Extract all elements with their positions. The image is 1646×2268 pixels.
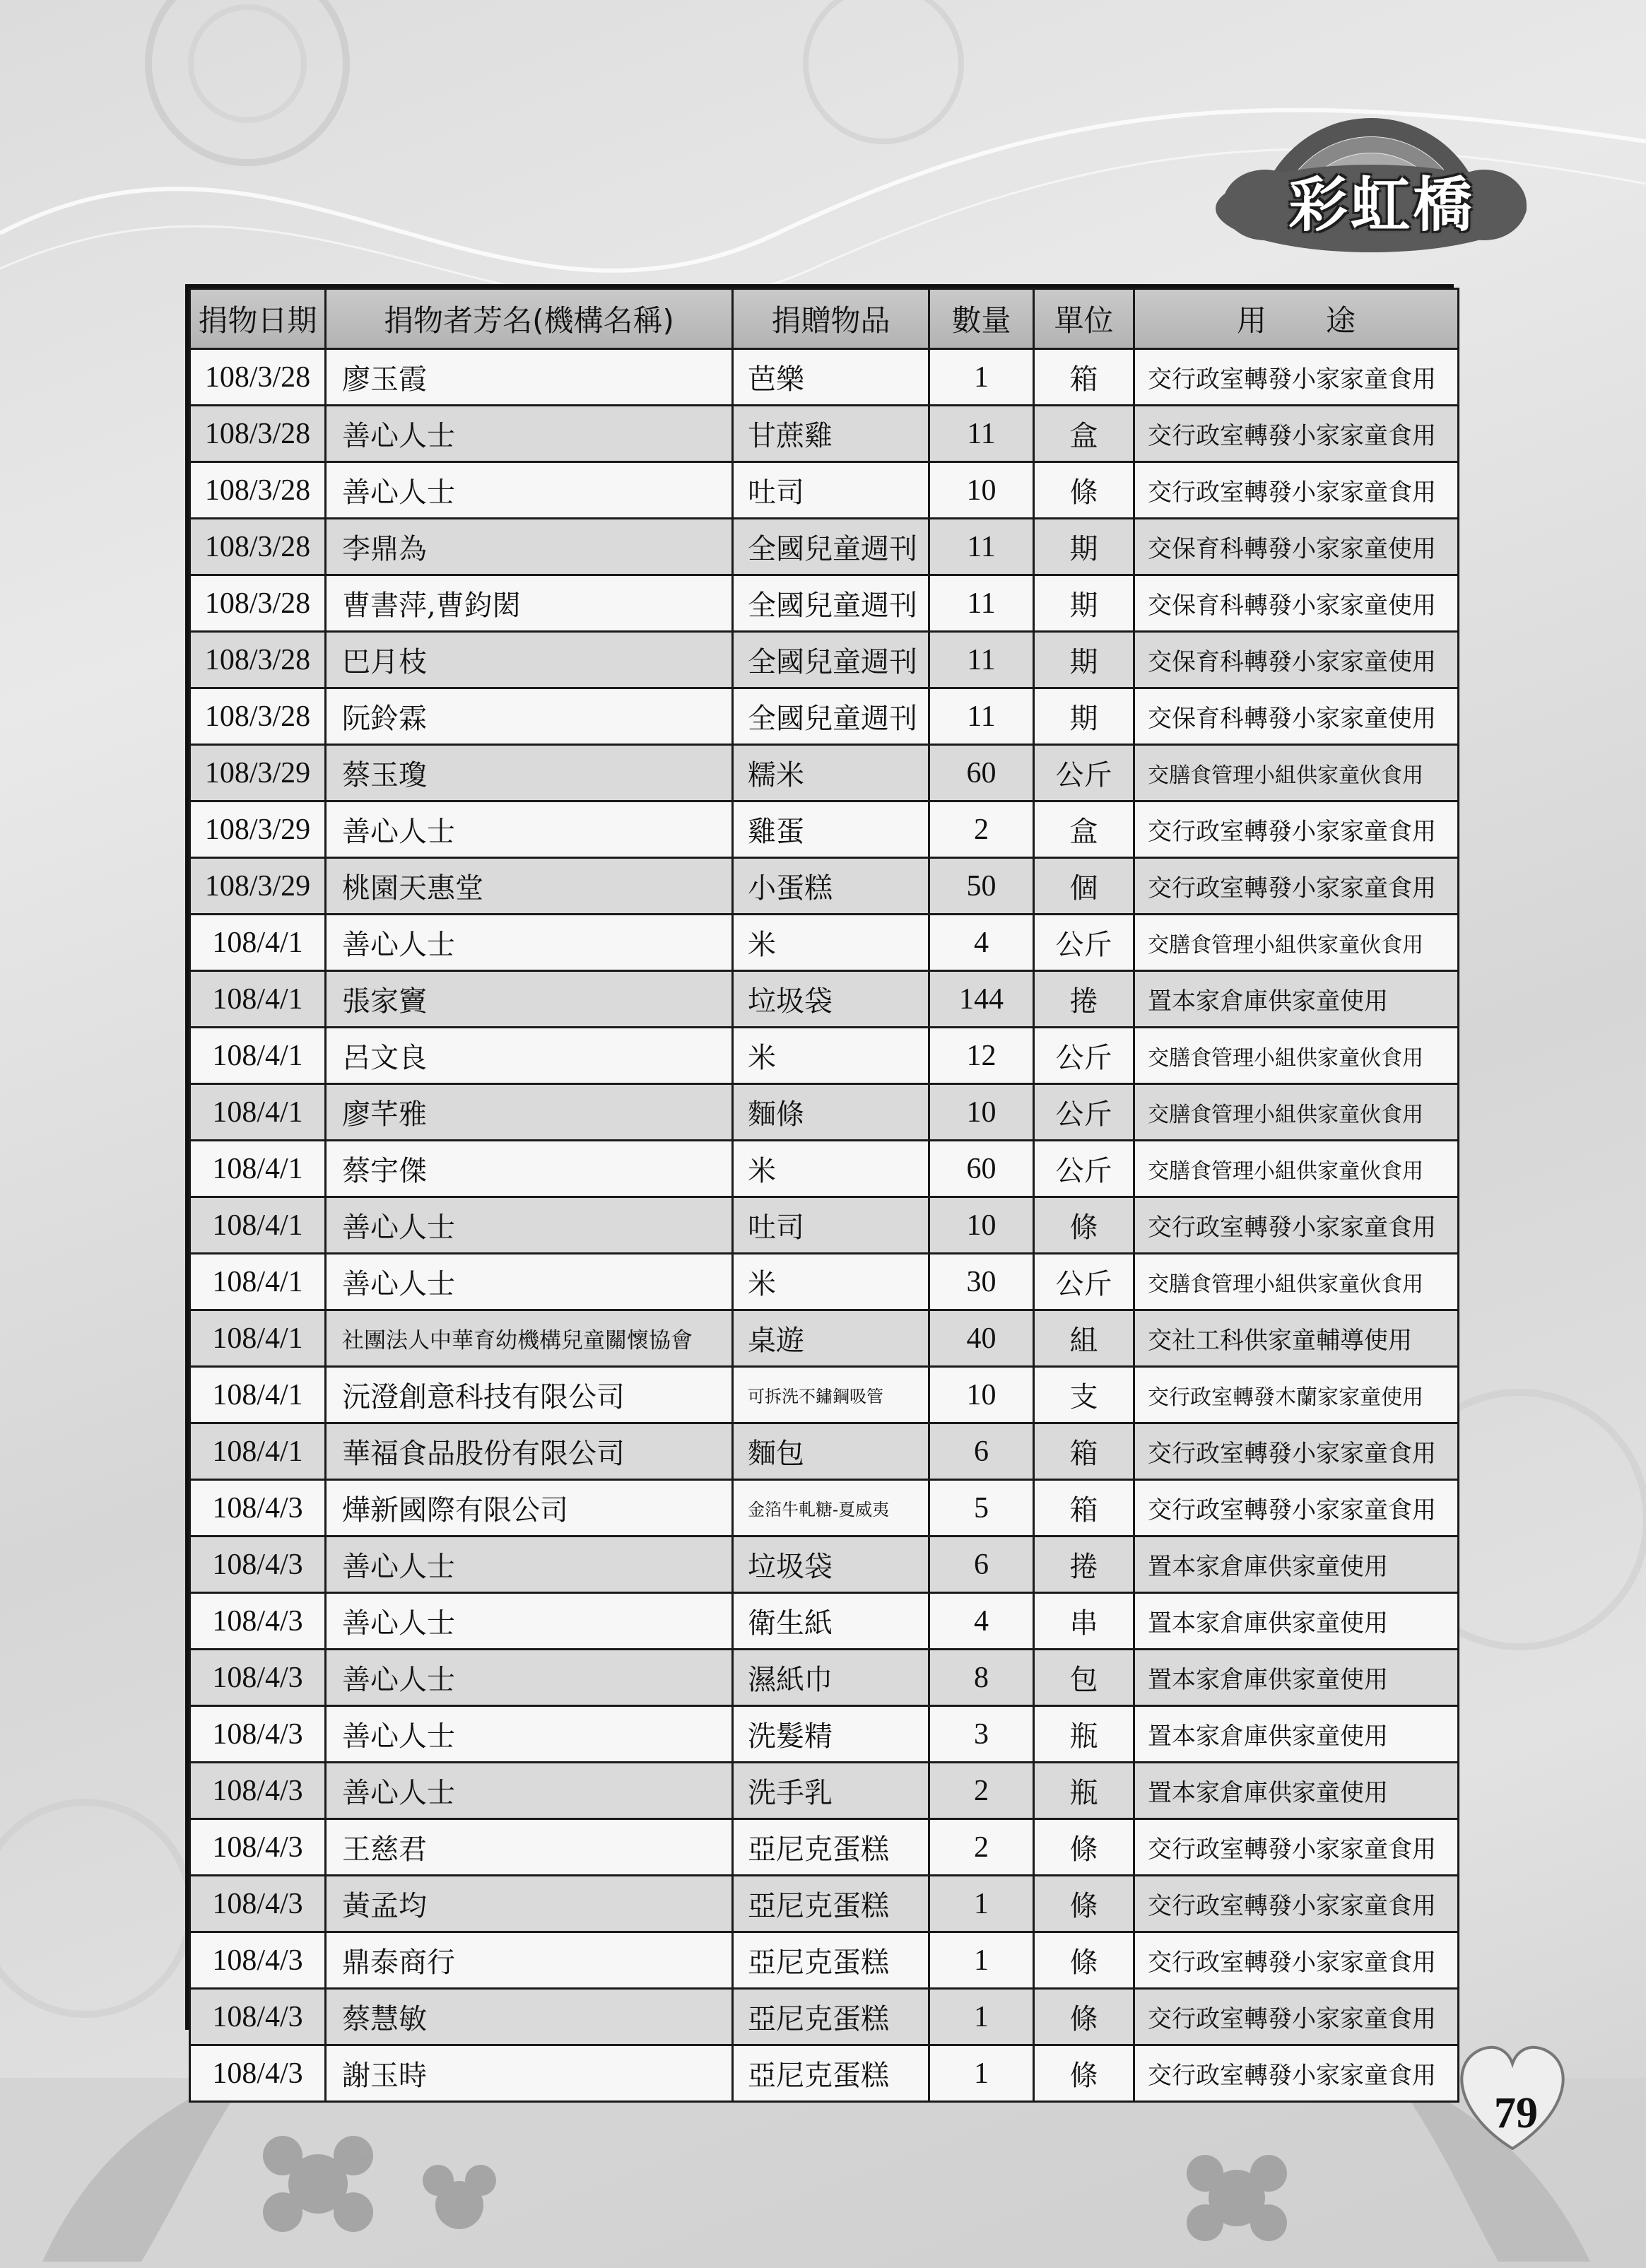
table-row (190, 1367, 1459, 1423)
date-cell: 108/3/28 (190, 406, 326, 462)
item-cell: 麵包 (733, 1423, 929, 1480)
date-cell: 108/3/28 (190, 575, 326, 632)
item-cell: 桌遊 (733, 1310, 929, 1367)
table-row (190, 1989, 1459, 2045)
item-cell: 全國兒童週刊 (733, 575, 929, 632)
donor-cell: 蔡慧敏 (326, 1989, 733, 2045)
item-cell: 亞尼克蛋糕 (733, 2045, 929, 2102)
purpose-cell: 交行政室轉發小家家童食用 (1134, 2045, 1459, 2102)
quantity-cell: 5 (929, 1480, 1034, 1537)
quantity-cell: 3 (929, 1706, 1034, 1763)
date-cell: 108/4/3 (190, 1537, 326, 1593)
donation-table (185, 284, 1454, 2092)
quantity-cell: 1 (929, 349, 1034, 406)
purpose-cell: 交行政室轉發小家家童食用 (1134, 1876, 1459, 1932)
date-cell: 108/4/3 (190, 1876, 326, 1932)
date-cell: 108/4/1 (190, 971, 326, 1028)
item-cell: 衛生紙 (733, 1593, 929, 1650)
quantity-cell: 2 (929, 801, 1034, 858)
date-cell: 108/3/28 (190, 519, 326, 575)
donor-cell: 鼎泰商行 (326, 1932, 733, 1989)
column-header: 捐贈物品 (733, 289, 929, 349)
table-row (190, 1876, 1459, 1932)
quantity-cell: 10 (929, 462, 1034, 519)
unit-cell: 條 (1034, 1819, 1134, 1876)
unit-cell: 捲 (1034, 971, 1134, 1028)
purpose-cell: 置本家倉庫供家童使用 (1134, 1650, 1459, 1706)
purpose-cell: 交保育科轉發小家家童使用 (1134, 575, 1459, 632)
purpose-cell: 交行政室轉發小家家童食用 (1134, 1989, 1459, 2045)
purpose-cell: 置本家倉庫供家童使用 (1134, 971, 1459, 1028)
item-cell: 亞尼克蛋糕 (733, 1876, 929, 1932)
unit-cell: 條 (1034, 1932, 1134, 1989)
date-cell: 108/4/3 (190, 1989, 326, 2045)
purpose-cell: 交膳食管理小組供家童伙食用 (1134, 1084, 1459, 1141)
quantity-cell: 1 (929, 1989, 1034, 2045)
table-row (190, 575, 1459, 632)
date-cell: 108/4/1 (190, 1197, 326, 1254)
donor-cell: 蔡玉瓊 (326, 745, 733, 801)
date-cell: 108/4/3 (190, 1650, 326, 1706)
purpose-cell: 交行政室轉發小家家童食用 (1134, 349, 1459, 406)
date-cell: 108/4/1 (190, 1367, 326, 1423)
quantity-cell: 1 (929, 1876, 1034, 1932)
table-row (190, 915, 1459, 971)
date-cell: 108/4/3 (190, 1593, 326, 1650)
unit-cell: 公斤 (1034, 1254, 1134, 1310)
date-cell: 108/3/29 (190, 801, 326, 858)
table-row (190, 2045, 1459, 2102)
quantity-cell: 10 (929, 1084, 1034, 1141)
table-row (190, 632, 1459, 688)
date-cell: 108/4/1 (190, 915, 326, 971)
date-cell: 108/3/28 (190, 349, 326, 406)
table-row (190, 1141, 1459, 1197)
donor-cell: 謝玉時 (326, 2045, 733, 2102)
table-row (190, 1254, 1459, 1310)
item-cell: 甘蔗雞 (733, 406, 929, 462)
donor-cell: 李鼎為 (326, 519, 733, 575)
table-row (190, 1706, 1459, 1763)
item-cell: 濕紙巾 (733, 1650, 929, 1706)
quantity-cell: 11 (929, 406, 1034, 462)
donor-cell: 善心人士 (326, 1763, 733, 1819)
item-cell: 可拆洗不鏽鋼吸管 (733, 1367, 929, 1423)
unit-cell: 條 (1034, 1197, 1134, 1254)
table-row (190, 462, 1459, 519)
item-cell: 洗髮精 (733, 1706, 929, 1763)
item-cell: 垃圾袋 (733, 1537, 929, 1593)
purpose-cell: 交行政室轉發小家家童食用 (1134, 1197, 1459, 1254)
table-row (190, 1593, 1459, 1650)
unit-cell: 期 (1034, 688, 1134, 745)
item-cell: 亞尼克蛋糕 (733, 1989, 929, 2045)
item-cell: 芭樂 (733, 349, 929, 406)
quantity-cell: 30 (929, 1254, 1034, 1310)
unit-cell: 公斤 (1034, 915, 1134, 971)
purpose-cell: 交保育科轉發小家家童使用 (1134, 632, 1459, 688)
table-row (190, 1819, 1459, 1876)
unit-cell: 公斤 (1034, 745, 1134, 801)
unit-cell: 條 (1034, 1989, 1134, 2045)
purpose-cell: 交保育科轉發小家家童使用 (1134, 688, 1459, 745)
date-cell: 108/4/3 (190, 1819, 326, 1876)
item-cell: 吐司 (733, 1197, 929, 1254)
purpose-cell: 交行政室轉發小家家童食用 (1134, 1423, 1459, 1480)
table-row (190, 406, 1459, 462)
donor-cell: 善心人士 (326, 1197, 733, 1254)
unit-cell: 盒 (1034, 801, 1134, 858)
table-body (190, 349, 1459, 2102)
unit-cell: 箱 (1034, 1480, 1134, 1537)
item-cell: 全國兒童週刊 (733, 632, 929, 688)
unit-cell: 串 (1034, 1593, 1134, 1650)
quantity-cell: 6 (929, 1423, 1034, 1480)
purpose-cell: 交行政室轉發小家家童食用 (1134, 801, 1459, 858)
donor-cell: 黃孟均 (326, 1876, 733, 1932)
unit-cell: 期 (1034, 519, 1134, 575)
item-cell: 垃圾袋 (733, 971, 929, 1028)
quantity-cell: 8 (929, 1650, 1034, 1706)
table-row (190, 1028, 1459, 1084)
table-row (190, 801, 1459, 858)
unit-cell: 瓶 (1034, 1763, 1134, 1819)
purpose-cell: 置本家倉庫供家童使用 (1134, 1763, 1459, 1819)
unit-cell: 箱 (1034, 349, 1134, 406)
quantity-cell: 4 (929, 1593, 1034, 1650)
table-row (190, 1650, 1459, 1706)
item-cell: 亞尼克蛋糕 (733, 1819, 929, 1876)
table-row (190, 688, 1459, 745)
donor-cell: 燁新國際有限公司 (326, 1480, 733, 1537)
quantity-cell: 6 (929, 1537, 1034, 1593)
purpose-cell: 交膳食管理小組供家童伙食用 (1134, 745, 1459, 801)
purpose-cell: 置本家倉庫供家童使用 (1134, 1593, 1459, 1650)
unit-cell: 期 (1034, 575, 1134, 632)
unit-cell: 包 (1034, 1650, 1134, 1706)
date-cell: 108/3/28 (190, 688, 326, 745)
purpose-cell: 交行政室轉發小家家童食用 (1134, 406, 1459, 462)
purpose-cell: 交行政室轉發小家家童食用 (1134, 858, 1459, 915)
quantity-cell: 40 (929, 1310, 1034, 1367)
purpose-cell: 交行政室轉發小家家童食用 (1134, 462, 1459, 519)
donor-cell: 王慈君 (326, 1819, 733, 1876)
date-cell: 108/4/3 (190, 1763, 326, 1819)
unit-cell: 條 (1034, 2045, 1134, 2102)
item-cell: 麵條 (733, 1084, 929, 1141)
donor-cell: 善心人士 (326, 1593, 733, 1650)
date-cell: 108/4/1 (190, 1310, 326, 1367)
item-cell: 全國兒童週刊 (733, 688, 929, 745)
donor-cell: 善心人士 (326, 406, 733, 462)
donor-cell: 社團法人中華育幼機構兒童關懷協會 (326, 1310, 733, 1367)
page-number: 79 (1494, 2089, 1538, 2137)
donor-cell: 善心人士 (326, 1254, 733, 1310)
donor-cell: 善心人士 (326, 915, 733, 971)
date-cell: 108/3/29 (190, 858, 326, 915)
date-cell: 108/4/1 (190, 1141, 326, 1197)
date-cell: 108/4/3 (190, 2045, 326, 2102)
item-cell: 小蛋糕 (733, 858, 929, 915)
purpose-cell: 置本家倉庫供家童使用 (1134, 1706, 1459, 1763)
date-cell: 108/4/3 (190, 1480, 326, 1537)
table-row (190, 1763, 1459, 1819)
quantity-cell: 2 (929, 1763, 1034, 1819)
date-cell: 108/4/1 (190, 1254, 326, 1310)
purpose-cell: 交社工科供家童輔導使用 (1134, 1310, 1459, 1367)
item-cell: 金箔牛軋糖-夏威夷 (733, 1480, 929, 1537)
item-cell: 洗手乳 (733, 1763, 929, 1819)
table-row (190, 971, 1459, 1028)
item-cell: 吐司 (733, 462, 929, 519)
unit-cell: 條 (1034, 462, 1134, 519)
quantity-cell: 144 (929, 971, 1034, 1028)
date-cell: 108/4/1 (190, 1423, 326, 1480)
donor-cell: 廖玉霞 (326, 349, 733, 406)
quantity-cell: 11 (929, 519, 1034, 575)
donor-cell: 善心人士 (326, 801, 733, 858)
table-row (190, 1197, 1459, 1254)
quantity-cell: 50 (929, 858, 1034, 915)
purpose-cell: 交行政室轉發木蘭家家童使用 (1134, 1367, 1459, 1423)
table-row (190, 349, 1459, 406)
unit-cell: 箱 (1034, 1423, 1134, 1480)
quantity-cell: 12 (929, 1028, 1034, 1084)
unit-cell: 期 (1034, 632, 1134, 688)
donor-cell: 巴月枝 (326, 632, 733, 688)
donor-cell: 善心人士 (326, 1706, 733, 1763)
quantity-cell: 11 (929, 575, 1034, 632)
unit-cell: 盒 (1034, 406, 1134, 462)
purpose-cell: 交行政室轉發小家家童食用 (1134, 1819, 1459, 1876)
donor-cell: 廖芊雅 (326, 1084, 733, 1141)
quantity-cell: 1 (929, 2045, 1034, 2102)
item-cell: 亞尼克蛋糕 (733, 1932, 929, 1989)
date-cell: 108/4/1 (190, 1028, 326, 1084)
quantity-cell: 10 (929, 1367, 1034, 1423)
donor-cell: 善心人士 (326, 1650, 733, 1706)
purpose-cell: 交保育科轉發小家家童使用 (1134, 519, 1459, 575)
quantity-cell: 11 (929, 632, 1034, 688)
purpose-cell: 交膳食管理小組供家童伙食用 (1134, 915, 1459, 971)
purpose-cell: 交膳食管理小組供家童伙食用 (1134, 1141, 1459, 1197)
item-cell: 糯米 (733, 745, 929, 801)
column-header: 單位 (1034, 289, 1134, 349)
unit-cell: 條 (1034, 1876, 1134, 1932)
unit-cell: 瓶 (1034, 1706, 1134, 1763)
item-cell: 米 (733, 1254, 929, 1310)
quantity-cell: 4 (929, 915, 1034, 971)
quantity-cell: 10 (929, 1197, 1034, 1254)
purpose-cell: 交膳食管理小組供家童伙食用 (1134, 1028, 1459, 1084)
donor-cell: 華福食品股份有限公司 (326, 1423, 733, 1480)
logo-title: 彩虹橋 (1288, 170, 1475, 240)
column-header: 捐物者芳名(機構名稱) (326, 289, 733, 349)
unit-cell: 捲 (1034, 1537, 1134, 1593)
unit-cell: 個 (1034, 858, 1134, 915)
table-row (190, 1084, 1459, 1141)
purpose-cell: 置本家倉庫供家童使用 (1134, 1537, 1459, 1593)
unit-cell: 公斤 (1034, 1084, 1134, 1141)
date-cell: 108/4/1 (190, 1084, 326, 1141)
date-cell: 108/4/3 (190, 1932, 326, 1989)
quantity-cell: 2 (929, 1819, 1034, 1876)
item-cell: 全國兒童週刊 (733, 519, 929, 575)
quantity-cell: 1 (929, 1932, 1034, 1989)
table-row (190, 1310, 1459, 1367)
item-cell: 米 (733, 1028, 929, 1084)
purpose-cell: 交膳食管理小組供家童伙食用 (1134, 1254, 1459, 1310)
item-cell: 雞蛋 (733, 801, 929, 858)
purpose-cell: 交行政室轉發小家家童食用 (1134, 1480, 1459, 1537)
donor-cell: 蔡宇傑 (326, 1141, 733, 1197)
date-cell: 108/3/29 (190, 745, 326, 801)
table-row (190, 1480, 1459, 1537)
item-cell: 米 (733, 915, 929, 971)
donor-cell: 善心人士 (326, 1537, 733, 1593)
donor-cell: 呂文良 (326, 1028, 733, 1084)
column-header: 捐物日期 (190, 289, 326, 349)
table-row (190, 519, 1459, 575)
unit-cell: 公斤 (1034, 1028, 1134, 1084)
donor-cell: 桃園天惠堂 (326, 858, 733, 915)
column-header: 用 途 (1134, 289, 1459, 349)
item-cell: 米 (733, 1141, 929, 1197)
table-row (190, 1932, 1459, 1989)
unit-cell: 支 (1034, 1367, 1134, 1423)
quantity-cell: 11 (929, 688, 1034, 745)
unit-cell: 組 (1034, 1310, 1134, 1367)
quantity-cell: 60 (929, 1141, 1034, 1197)
donor-cell: 善心人士 (326, 462, 733, 519)
purpose-cell: 交行政室轉發小家家童食用 (1134, 1932, 1459, 1989)
table-row (190, 1537, 1459, 1593)
donor-cell: 阮鈴霖 (326, 688, 733, 745)
date-cell: 108/3/28 (190, 462, 326, 519)
unit-cell: 公斤 (1034, 1141, 1134, 1197)
donor-cell: 沅澄創意科技有限公司 (326, 1367, 733, 1423)
donor-cell: 張家竇 (326, 971, 733, 1028)
quantity-cell: 60 (929, 745, 1034, 801)
table-header (190, 289, 1459, 349)
table-row (190, 745, 1459, 801)
column-header: 數量 (929, 289, 1034, 349)
table-row (190, 1423, 1459, 1480)
date-cell: 108/3/28 (190, 632, 326, 688)
donor-cell: 曹書萍,曹鈞閎 (326, 575, 733, 632)
date-cell: 108/4/3 (190, 1706, 326, 1763)
table-row (190, 858, 1459, 915)
